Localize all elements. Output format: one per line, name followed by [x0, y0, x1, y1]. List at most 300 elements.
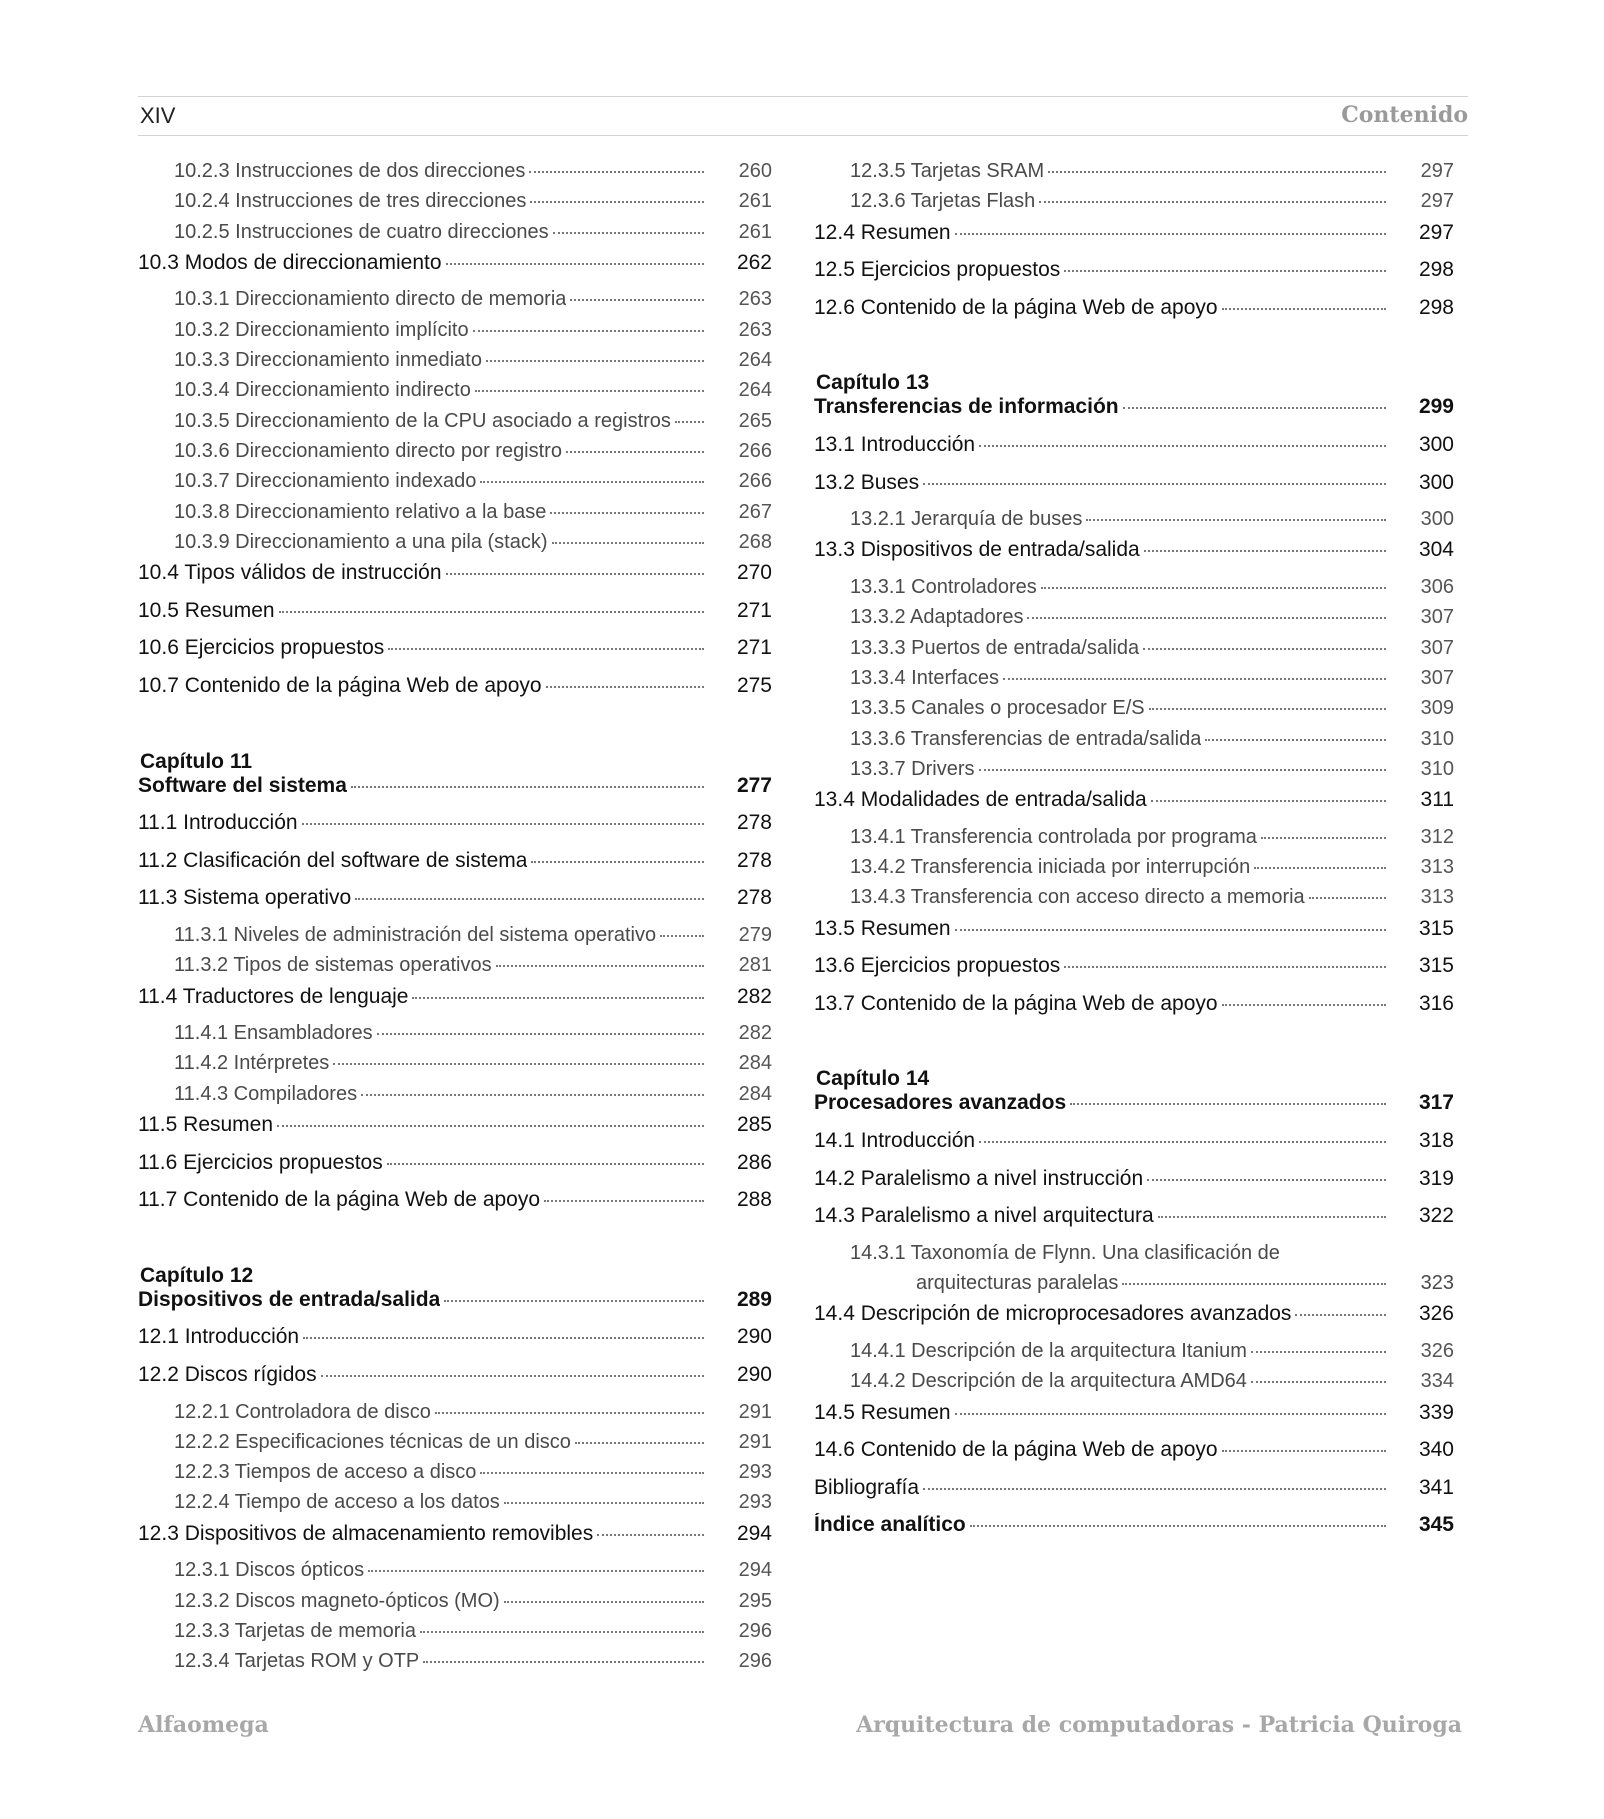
toc-entry-page: 286: [736, 1150, 772, 1174]
running-head: Contenido: [1341, 102, 1468, 128]
toc-entry[interactable]: [138, 1022, 772, 1052]
toc-entry-page: 318: [1418, 1128, 1454, 1152]
toc-entry-page: 313: [1420, 886, 1454, 909]
toc-entry[interactable]: [138, 774, 772, 812]
toc-entry-title: 14.6 Contenido de la página Web de apoyo: [814, 1438, 1218, 1462]
toc-entry-title: 10.3.4 Direccionamiento indirecto: [174, 379, 471, 402]
toc-entry-title: 10.6 Ejercicios propuestos: [138, 636, 385, 660]
toc-entry-title: 13.3.4 Interfaces: [850, 666, 999, 689]
dot-leader: [1039, 201, 1386, 203]
toc-entry[interactable]: [138, 1401, 772, 1431]
toc-entry-page: 310: [1420, 727, 1454, 750]
dot-leader: [302, 823, 704, 825]
toc-entry[interactable]: [138, 1559, 772, 1589]
toc-entry[interactable]: [138, 1288, 772, 1326]
footer-book-title: Arquitectura de computadoras - Patricia Quiroga: [856, 1712, 1462, 1738]
dot-leader: [530, 201, 704, 203]
toc-entry-page: 334: [1420, 1370, 1454, 1393]
toc-entry-title: 14.2 Paralelismo a nivel instrucción: [814, 1166, 1144, 1190]
dot-leader: [531, 861, 704, 863]
dot-leader: [552, 542, 704, 544]
toc-entry-title: 12.3.5 Tarjetas SRAM: [850, 160, 1045, 182]
toc-entry[interactable]: [138, 501, 772, 531]
toc-entry-page: 271: [736, 636, 772, 660]
toc-entry-title: 12.3.4 Tarjetas ROM y OTP: [174, 1650, 420, 1673]
dot-leader: [553, 232, 704, 234]
toc-entry-page: 284: [738, 1082, 772, 1105]
toc-entry-title: Bibliografía: [814, 1475, 920, 1499]
dot-leader: [1143, 648, 1386, 650]
toc-entry[interactable]: [138, 811, 772, 849]
toc-entry-title: 12.3.2 Discos magneto-ópticos (MO): [174, 1589, 500, 1612]
toc-entry-page: 266: [738, 470, 772, 493]
dot-leader: [504, 1502, 704, 1504]
toc-entry[interactable]: [814, 221, 1454, 259]
dot-leader: [529, 171, 704, 173]
toc-entry-title: 12.5 Ejercicios propuestos: [814, 258, 1061, 282]
toc-entry-page: 281: [738, 954, 772, 977]
toc-entry-title: 12.3.3 Tarjetas de memoria: [174, 1619, 416, 1642]
toc-entry[interactable]: [138, 440, 772, 470]
toc-entry-page: 290: [736, 1362, 772, 1386]
toc-entry[interactable]: [814, 1167, 1454, 1205]
toc-entry[interactable]: [814, 667, 1454, 697]
dot-leader: [546, 686, 704, 688]
toc-entry[interactable]: [814, 826, 1454, 856]
toc-entry[interactable]: [138, 1083, 772, 1113]
toc-entry-title: 10.3.8 Direccionamiento relativo a la base: [174, 500, 547, 523]
chapter-heading: Capítulo 11: [140, 749, 253, 773]
toc-entry-page: 306: [1420, 576, 1454, 599]
dot-leader: [923, 1488, 1386, 1490]
toc-entry[interactable]: [814, 1513, 1454, 1551]
dot-leader: [955, 233, 1386, 235]
toc-entry[interactable]: [138, 1431, 772, 1461]
toc-entry-page: 316: [1418, 991, 1454, 1015]
dot-leader: [496, 965, 704, 967]
toc-entry-title: 10.3.6 Direccionamiento directo por registro: [174, 439, 562, 462]
dot-leader: [979, 769, 1387, 771]
toc-entry-title: 12.6 Contenido de la página Web de apoyo: [814, 295, 1218, 319]
dot-leader: [575, 1442, 704, 1444]
toc-entry[interactable]: [138, 1113, 772, 1151]
toc-entry-title: 10.3.2 Direccionamiento implícito: [174, 318, 469, 341]
toc-entry-page: 312: [1420, 825, 1454, 848]
toc-entry-page: 311: [1420, 788, 1454, 812]
toc-entry-page: 261: [738, 220, 772, 243]
toc-entry[interactable]: [138, 1052, 772, 1082]
toc-entry[interactable]: [814, 190, 1454, 220]
toc-entry-title: 13.3.1 Controladores: [850, 576, 1037, 599]
toc-entry-title: Índice analítico: [814, 1513, 966, 1537]
toc-entry[interactable]: [814, 576, 1454, 606]
toc-entry-page: 291: [738, 1400, 772, 1423]
toc-entry-title: 13.3.5 Canales o procesador E/S: [850, 697, 1145, 720]
toc-entry-title: Dispositivos de entrada/salida: [138, 1287, 441, 1311]
chapter-heading: Capítulo 13: [816, 371, 930, 395]
toc-entry-page: 307: [1420, 636, 1454, 659]
dot-leader: [1222, 308, 1386, 310]
toc-entry[interactable]: [138, 1491, 772, 1521]
toc-entry[interactable]: [138, 1363, 772, 1401]
dot-leader: [1064, 966, 1386, 968]
toc-entry[interactable]: [814, 1272, 1454, 1302]
toc-entry-title: 13.6 Ejercicios propuestos: [814, 954, 1061, 978]
dot-leader: [1151, 800, 1386, 802]
toc-entry-title: 13.7 Contenido de la página Web de apoyo: [814, 991, 1218, 1015]
toc-entry-page: 270: [736, 561, 772, 585]
toc-entry-title: 11.6 Ejercicios propuestos: [138, 1150, 383, 1174]
toc-entry[interactable]: [814, 788, 1454, 826]
toc-entry[interactable]: [814, 1204, 1454, 1242]
toc-entry-page: 271: [736, 598, 772, 622]
page-number: XIV: [140, 103, 176, 128]
toc-entry[interactable]: [814, 606, 1454, 636]
dot-leader: [1158, 1216, 1386, 1218]
dot-leader: [1261, 837, 1386, 839]
toc-entry-page: 310: [1420, 757, 1454, 780]
toc-entry-title: 10.3.7 Direccionamiento indexado: [174, 470, 477, 493]
toc-entry-page: 288: [736, 1188, 772, 1212]
toc-entry-page: 261: [738, 190, 772, 213]
toc-entry-page: 268: [738, 530, 772, 553]
toc-entry-title: 14.4.1 Descripción de la arquitectura Itanium: [850, 1339, 1247, 1362]
toc-entry[interactable]: [814, 471, 1454, 509]
toc-entry-title: 10.7 Contenido de la página Web de apoyo: [138, 673, 542, 697]
toc-entry-page: 315: [1418, 916, 1454, 940]
dot-leader: [1251, 1381, 1386, 1383]
dot-leader: [435, 1412, 704, 1414]
dot-leader: [979, 445, 1386, 447]
toc-entry[interactable]: [138, 924, 772, 954]
toc-entry-page: 297: [1420, 190, 1454, 213]
dot-leader: [480, 1472, 704, 1474]
toc-entry-title: 13.5 Resumen: [814, 916, 951, 940]
toc-entry-page: 267: [738, 500, 772, 523]
toc-entry[interactable]: [814, 1091, 1454, 1129]
dot-leader: [473, 330, 704, 332]
toc-entry-page: 296: [738, 1619, 772, 1642]
toc-entry-title: 12.3.1 Discos ópticos: [174, 1559, 365, 1582]
toc-entry-title: 13.3 Dispositivos de entrada/salida: [814, 538, 1140, 562]
dot-leader: [1041, 587, 1386, 589]
dot-leader: [1144, 550, 1386, 552]
toc-entry-page: 326: [1418, 1302, 1454, 1326]
dot-leader: [1222, 1450, 1386, 1452]
chapter-heading: Capítulo 12: [140, 1263, 254, 1287]
toc-entry-page: 266: [738, 439, 772, 462]
toc-entry-page: 296: [738, 1650, 772, 1673]
toc-entry-page: 304: [1418, 538, 1454, 562]
dot-leader: [1027, 617, 1386, 619]
dot-leader: [333, 1063, 704, 1065]
dot-leader: [351, 786, 704, 788]
toc-entry-page: 307: [1420, 666, 1454, 689]
dot-leader: [1003, 678, 1386, 680]
toc-entry-title: 13.4.3 Transferencia con acceso directo a memoria: [850, 886, 1305, 909]
toc-entry-page: 299: [1418, 395, 1454, 419]
toc-entry[interactable]: [138, 886, 772, 924]
toc-entry-title: 14.5 Resumen: [814, 1400, 951, 1424]
toc-entry[interactable]: [814, 758, 1454, 788]
dot-leader: [1123, 407, 1386, 409]
toc-entry-title: 12.3 Dispositivos de almacenamiento removibles: [138, 1521, 594, 1545]
toc-entry[interactable]: [814, 1302, 1454, 1340]
toc-entry-page: 315: [1418, 954, 1454, 978]
toc-entry-page: 323: [1420, 1272, 1454, 1295]
toc-entry-title: 14.3 Paralelismo a nivel arquitectura: [814, 1204, 1154, 1228]
toc-entry-title: 10.3.3 Direccionamiento inmediato: [174, 349, 482, 372]
dot-leader: [321, 1375, 704, 1377]
dot-leader: [377, 1033, 704, 1035]
toc-entry[interactable]: [138, 410, 772, 440]
dot-leader: [368, 1570, 704, 1572]
toc-entry-title: 10.3.5 Direccionamiento de la CPU asociado a registros: [174, 409, 671, 432]
toc-entry[interactable]: [814, 395, 1454, 433]
dot-leader: [1254, 867, 1386, 869]
toc-entry[interactable]: [814, 538, 1454, 576]
toc-entry-title: 14.4.2 Descripción de la arquitectura AMD64: [850, 1370, 1247, 1393]
toc-entry-page: 309: [1420, 697, 1454, 720]
dot-leader: [355, 898, 704, 900]
toc-entry-title: 10.3.1 Direccionamiento directo de memoria: [174, 288, 567, 311]
toc-entry-title: 11.4 Traductores de lenguaje: [138, 984, 409, 1008]
toc-entry-title: 10.3.9 Direccionamiento a una pila (stack): [174, 530, 548, 553]
toc-entry[interactable]: [138, 636, 772, 674]
dot-leader: [303, 1337, 704, 1339]
toc-entry-title: 14.3.1 Taxonomía de Flynn. Una clasificación de: [850, 1241, 1280, 1264]
toc-entry-page: 317: [1418, 1091, 1454, 1115]
toc-entry-title: 12.2 Discos rígidos: [138, 1362, 317, 1386]
dot-leader: [970, 1525, 1386, 1527]
toc-entry-page: 285: [736, 1112, 772, 1136]
toc-entry[interactable]: [138, 160, 772, 190]
dot-leader: [1070, 1103, 1386, 1105]
dot-leader: [486, 360, 704, 362]
toc-entry-page: 284: [738, 1052, 772, 1075]
toc-entry-page: 282: [736, 984, 772, 1008]
toc-entry-title: 13.1 Introducción: [814, 432, 976, 456]
toc-entry[interactable]: [814, 917, 1454, 955]
toc-entry[interactable]: [138, 251, 772, 289]
toc-entry[interactable]: [814, 1401, 1454, 1439]
toc-entry-page: 313: [1420, 856, 1454, 879]
toc-entry-page: 263: [738, 318, 772, 341]
toc-entry-title: 11.1 Introducción: [138, 811, 298, 835]
toc-entry-title: 11.4.3 Compiladores: [174, 1082, 358, 1105]
toc-entry-title: 11.3 Sistema operativo: [138, 886, 352, 910]
toc-entry[interactable]: [814, 1340, 1454, 1370]
toc-entry-title: 11.3.2 Tipos de sistemas operativos: [174, 954, 492, 977]
toc-entry-page: 277: [736, 773, 772, 797]
toc-entry[interactable]: [138, 985, 772, 1023]
toc-entry[interactable]: [138, 319, 772, 349]
toc-entry-title: 10.4 Tipos válidos de instrucción: [138, 561, 442, 585]
toc-entry-title: 10.2.3 Instrucciones de dos direcciones: [174, 160, 526, 182]
toc-entry-page: 264: [738, 349, 772, 372]
toc-entry-page: 278: [736, 811, 772, 835]
toc-entry[interactable]: [814, 886, 1454, 916]
toc-entry-title: 12.1 Introducción: [138, 1325, 300, 1349]
toc-entry-page: 300: [1420, 508, 1454, 531]
toc-entry-title: Transferencias de información: [814, 395, 1119, 419]
toc-entry-title: 12.2.1 Controladora de disco: [174, 1400, 431, 1423]
toc-entry[interactable]: [814, 258, 1454, 296]
dot-leader: [955, 929, 1386, 931]
toc-entry[interactable]: [814, 433, 1454, 471]
toc-entry-page: 298: [1418, 258, 1454, 282]
toc-entry[interactable]: [814, 1370, 1454, 1400]
dot-leader: [675, 421, 704, 423]
toc-entry-title: 12.2.3 Tiempos de acceso a disco: [174, 1461, 477, 1484]
page-header: [138, 96, 1468, 136]
dot-leader: [597, 1534, 704, 1536]
toc-entry-page: 278: [736, 848, 772, 872]
toc-entry[interactable]: [138, 1620, 772, 1650]
toc-entry[interactable]: [814, 697, 1454, 727]
toc-entry[interactable]: [814, 1129, 1454, 1167]
toc-entry[interactable]: [138, 1188, 772, 1226]
toc-entry[interactable]: [138, 1522, 772, 1560]
dot-leader: [446, 263, 704, 265]
dot-leader: [923, 483, 1386, 485]
toc-entry-page: 294: [736, 1521, 772, 1545]
toc-entry[interactable]: [138, 599, 772, 637]
dot-leader: [1222, 1004, 1386, 1006]
toc-entry[interactable]: [138, 288, 772, 318]
toc-entry-title: 13.3.7 Drivers: [850, 757, 975, 780]
dot-leader: [480, 481, 704, 483]
toc-entry[interactable]: [814, 508, 1454, 538]
toc-entry-title: 14.1 Introducción: [814, 1128, 976, 1152]
toc-entry-title: 13.4.2 Transferencia iniciada por interrupción: [850, 856, 1251, 879]
toc-entry-page: 289: [736, 1287, 772, 1311]
toc-entry[interactable]: [814, 1242, 1454, 1272]
chapter-heading: Capítulo 14: [816, 1067, 930, 1091]
toc-entry-title: 10.2.4 Instrucciones de tres direcciones: [174, 190, 527, 213]
toc-entry-page: 291: [738, 1430, 772, 1453]
toc-entry[interactable]: [814, 637, 1454, 667]
dot-leader: [1147, 1179, 1386, 1181]
toc-entry[interactable]: [814, 1476, 1454, 1514]
toc-entry[interactable]: [814, 296, 1454, 334]
toc-entry[interactable]: [138, 531, 772, 561]
toc-entry[interactable]: [138, 190, 772, 220]
dot-leader: [423, 1661, 704, 1663]
toc-entry-page: 262: [736, 250, 772, 274]
toc-entry-title: Software del sistema: [138, 773, 347, 797]
toc-entry-page: 260: [738, 160, 772, 182]
dot-leader: [1149, 708, 1386, 710]
dot-leader: [1122, 1283, 1386, 1285]
toc-entry-page: 300: [1418, 470, 1454, 494]
toc-entry-page: 294: [738, 1559, 772, 1582]
toc-entry-title: 13.4 Modalidades de entrada/salida: [814, 788, 1147, 812]
toc-entry-page: 339: [1418, 1400, 1454, 1424]
toc-entry-title: 13.4.1 Transferencia controlada por programa: [850, 825, 1257, 848]
toc-entry[interactable]: [138, 954, 772, 984]
toc-entry-page: 345: [1418, 1513, 1454, 1537]
toc-entry[interactable]: [138, 1650, 772, 1680]
dot-leader: [279, 611, 704, 613]
toc-entry-title: 14.4 Descripción de microprocesadores avanzados: [814, 1302, 1292, 1326]
dot-leader: [475, 390, 704, 392]
toc-entry-title: arquitecturas paralelas: [916, 1272, 1119, 1295]
toc-entry-page: 326: [1420, 1339, 1454, 1362]
toc-entry-page: 341: [1418, 1475, 1454, 1499]
toc-entry[interactable]: [814, 954, 1454, 992]
dot-leader: [420, 1631, 704, 1633]
toc-entry[interactable]: [138, 674, 772, 712]
toc-entry[interactable]: [814, 160, 1454, 190]
toc-entry-page: 322: [1418, 1204, 1454, 1228]
dot-leader: [1295, 1314, 1386, 1316]
toc-entry-page: 278: [736, 886, 772, 910]
toc-entry-page: 264: [738, 379, 772, 402]
toc-entry-title: 10.2.5 Instrucciones de cuatro direcciones: [174, 220, 549, 243]
toc-entry-title: 13.2.1 Jerarquía de buses: [850, 508, 1083, 531]
dot-leader: [361, 1094, 704, 1096]
toc-entry[interactable]: [138, 221, 772, 251]
toc-entry-title: 11.2 Clasificación del software de sistema: [138, 848, 528, 872]
dot-leader: [550, 512, 704, 514]
toc-entry-page: 263: [738, 288, 772, 311]
toc-entry[interactable]: [138, 561, 772, 599]
toc-entry[interactable]: [814, 856, 1454, 886]
toc-entry[interactable]: [138, 349, 772, 379]
toc-entry-page: 265: [738, 409, 772, 432]
toc-entry[interactable]: [814, 1438, 1454, 1476]
dot-leader: [1064, 270, 1386, 272]
toc-entry[interactable]: [138, 379, 772, 409]
toc-entry-title: 13.3.6 Transferencias de entrada/salida: [850, 727, 1202, 750]
toc-entry-page: 282: [738, 1022, 772, 1045]
toc-entry[interactable]: [138, 1325, 772, 1363]
dot-leader: [979, 1141, 1386, 1143]
toc-entry-title: 13.3.3 Puertos de entrada/salida: [850, 636, 1140, 659]
toc-entry-title: 12.2.2 Especificaciones técnicas de un disco: [174, 1430, 571, 1453]
dot-leader: [570, 299, 704, 301]
toc-entry-page: 297: [1418, 220, 1454, 244]
toc-entry-page: 297: [1420, 160, 1454, 182]
toc-entry-page: 319: [1418, 1166, 1454, 1190]
toc-entry-page: 290: [736, 1325, 772, 1349]
toc-entry[interactable]: [138, 849, 772, 887]
toc-entry[interactable]: [814, 728, 1454, 758]
toc-entry[interactable]: [138, 470, 772, 500]
toc-entry-title: 12.2.4 Tiempo de acceso a los datos: [174, 1491, 500, 1514]
toc-entry-title: 10.3 Modos de direccionamiento: [138, 250, 442, 274]
toc-right-column: [814, 160, 1454, 1551]
toc-entry-title: 13.3.2 Adaptadores: [850, 606, 1024, 629]
dot-leader: [277, 1125, 704, 1127]
toc-entry-page: 295: [738, 1589, 772, 1612]
toc-entry[interactable]: [138, 1151, 772, 1189]
dot-leader: [1251, 1351, 1386, 1353]
toc-entry-title: Procesadores avanzados: [814, 1091, 1067, 1115]
toc-entry[interactable]: [814, 992, 1454, 1030]
toc-entry-title: 13.2 Buses: [814, 470, 920, 494]
toc-entry-page: 293: [738, 1461, 772, 1484]
toc-entry[interactable]: [138, 1590, 772, 1620]
dot-leader: [1309, 897, 1386, 899]
toc-entry-page: 340: [1418, 1438, 1454, 1462]
dot-leader: [1205, 739, 1386, 741]
toc-entry[interactable]: [138, 1461, 772, 1491]
dot-leader: [444, 1300, 704, 1302]
toc-entry-title: 11.5 Resumen: [138, 1112, 274, 1136]
toc-entry-page: 279: [738, 923, 772, 946]
